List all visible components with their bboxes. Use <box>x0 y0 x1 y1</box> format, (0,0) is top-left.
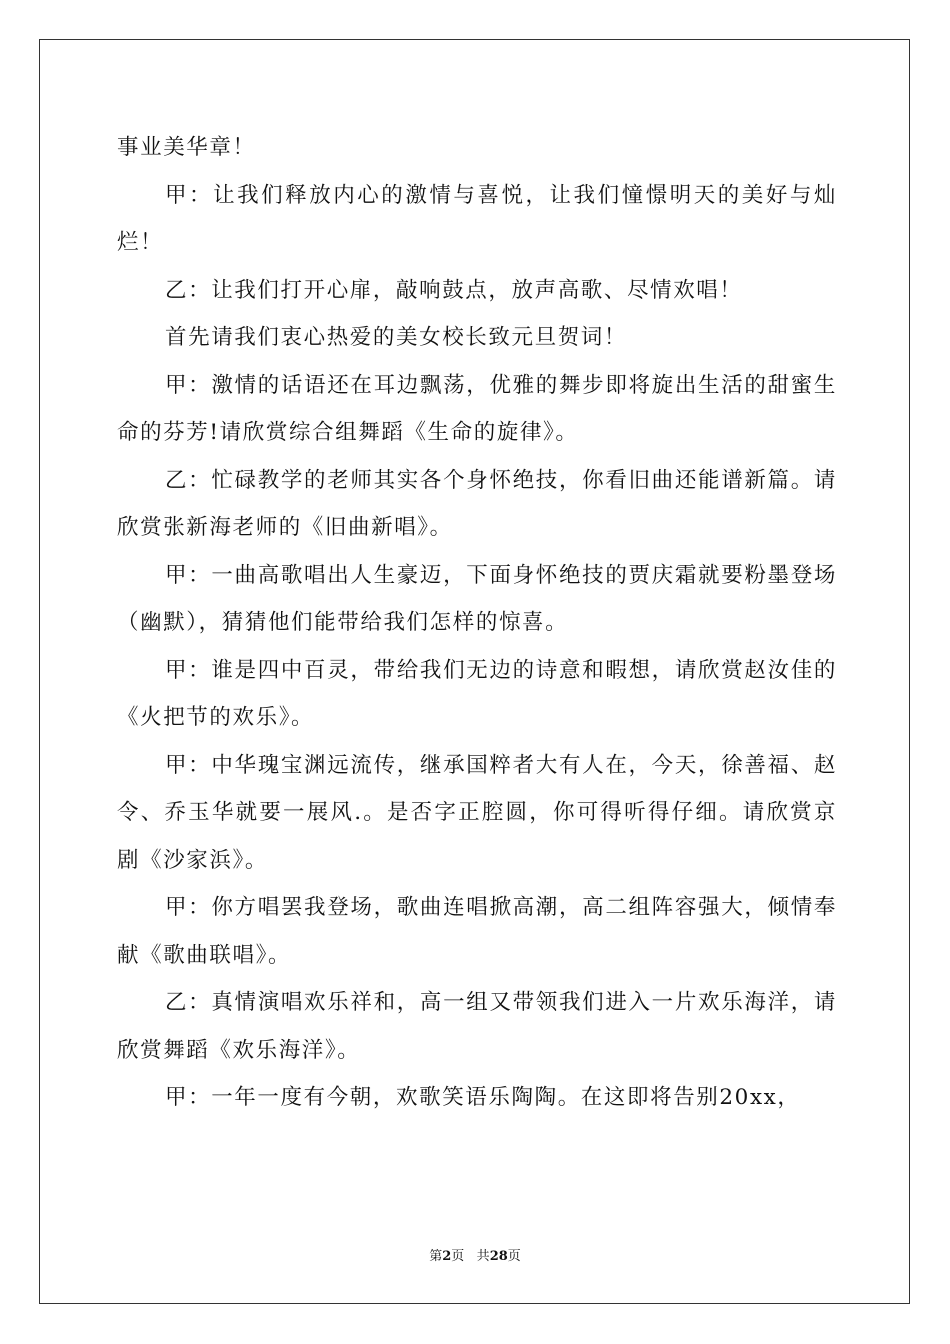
paragraph-7: 甲：一曲高歌唱出人生豪迈，下面身怀绝技的贾庆霜就要粉墨登场（幽默），猜猜他们能带给我们怎样的惊喜。 <box>117 562 837 635</box>
page-footer <box>0 1247 950 1267</box>
document-body <box>117 124 837 1122</box>
paragraph-1: 事业美华章！ <box>117 135 256 160</box>
paragraph-2: 甲：让我们释放内心的激情与喜悦，让我们憧憬明天的美好与灿烂！ <box>117 182 837 255</box>
page-label-suffix: 页 <box>451 1249 465 1264</box>
paragraph-8: 甲：谁是四中百灵，带给我们无边的诗意和暇想，请欣赏赵汝佳的《火把节的欢乐》。 <box>117 657 837 730</box>
total-label-prefix: 共 <box>476 1249 490 1264</box>
paragraph-9: 甲：中华瑰宝渊远流传，继承国粹者大有人在，今天，徐善福、赵令、乔玉华就要一展风.。是否字正腔圆，你可得听得仔细。请欣赏京剧《沙家浜》。 <box>117 752 837 873</box>
total-label-suffix: 页 <box>507 1249 521 1264</box>
paragraph-3: 乙：让我们打开心扉，敲响鼓点，放声高歌、尽情欢唱！ <box>165 277 743 303</box>
paragraph-11: 乙：真情演唱欢乐祥和，高一组又带领我们进入一片欢乐海洋，请欣赏舞蹈《欢乐海洋》。 <box>117 990 837 1063</box>
paragraph-4: 首先请我们衷心热爱的美女校长致元旦贺词！ <box>165 325 628 350</box>
total-pages: 28 <box>489 1249 508 1264</box>
page-label-prefix: 第 <box>429 1249 443 1264</box>
page-number: 2 <box>442 1249 452 1264</box>
paragraph-12: 甲：一年一度有今朝，欢歌笑语乐陶陶。在这即将告别20xx， <box>165 1085 801 1110</box>
paragraph-6: 乙：忙碌教学的老师其实各个身怀绝技，你看旧曲还能谱新篇。请欣赏张新海老师的《旧曲新唱》。 <box>117 467 837 540</box>
paragraph-5: 甲：激情的话语还在耳边飘荡，优雅的舞步即将旋出生活的甜蜜生命的芬芳!请欣赏综合组舞蹈《生命的旋律》。 <box>117 372 837 445</box>
paragraph-10: 甲：你方唱罢我登场，歌曲连唱掀高潮，高二组阵容强大，倾情奉献《歌曲联唱》。 <box>117 895 837 968</box>
